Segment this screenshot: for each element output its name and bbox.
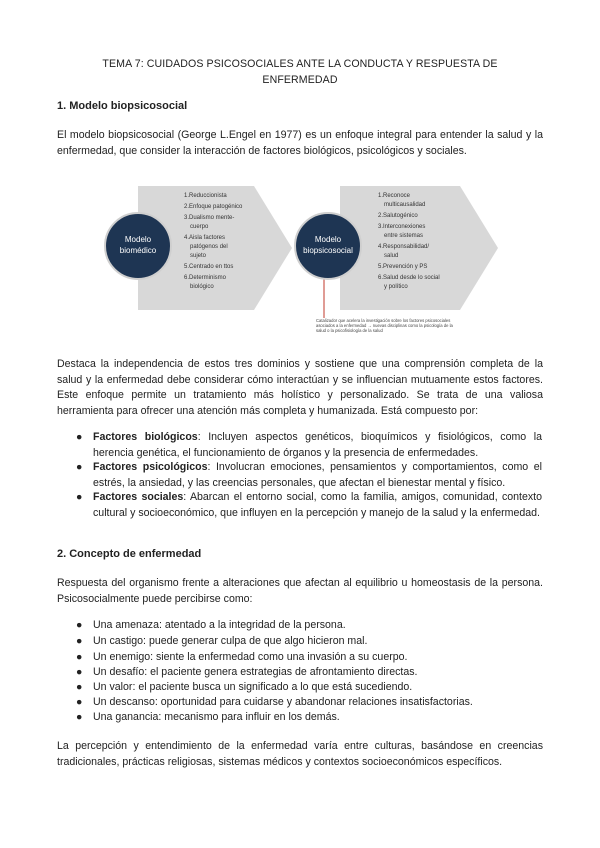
bullet-icon: ●	[76, 619, 83, 631]
factor-item-biological	[76, 430, 542, 461]
factor-item-psychological	[76, 460, 542, 491]
factor-term: Factores biológicos	[93, 431, 198, 443]
section2-heading: 2. Concepto de enfermedad	[57, 548, 202, 560]
factor-term: Factores sociales	[93, 491, 184, 503]
bullet-icon: ●	[76, 711, 83, 723]
bullet-icon: ●	[76, 666, 83, 678]
biopsychosocial-item: entre sistemas	[384, 233, 424, 239]
caption-line: asociados a la enfermedad → nuevas disciplinas como la psicología de la	[316, 323, 453, 328]
biomedical-item: 4.Aisla factores	[184, 235, 226, 241]
biomedical-label-2: biomédico	[119, 246, 157, 255]
perception-item: ● Un desafío: el paciente genera estrategias de afrontamiento directas.	[76, 666, 418, 678]
section2-intro: Respuesta del organismo frente a alteraciones que afectan al equilibrio u homeostasis de la persona. Psicosocialmente puede percibirse como:	[57, 577, 543, 605]
diagram-caption-tail	[316, 327, 516, 335]
perception-item: ● Una ganancia: mecanismo para influir en los demás.	[76, 711, 340, 723]
perception-item: ● Un castigo: puede generar culpa de que algo hicieron mal.	[76, 635, 368, 647]
biomedical-item: patógenos del	[190, 244, 228, 250]
biopsychosocial-label-2: biopsicosocial	[303, 246, 353, 255]
bullet-icon: ●	[76, 681, 83, 693]
biomedical-item: cuerpo	[190, 224, 209, 230]
perception-item: ● Una amenaza: atentado a la integridad de la persona.	[76, 619, 346, 631]
model-comparison-diagram	[94, 180, 506, 328]
biomedical-item: 3.Dualismo mente-	[184, 215, 235, 221]
biomedical-item: biológico	[190, 284, 214, 290]
biomedical-item: 5.Centrado en ttos	[184, 264, 234, 270]
factor-text: : Abarcan el entorno social, como la familia, amigos, comunidad, contexto cultural y socioeconómico, que influyen en la percepción y manejo de la salud y la enfermedad.	[93, 491, 543, 519]
biomedical-label-1: Modelo	[124, 235, 152, 244]
caption-line: salud o la psicofisiología de la salud	[316, 328, 383, 333]
biomedical-item: 2.Enfoque patogénico	[184, 204, 243, 210]
biopsychosocial-item: 1.Reconoce	[378, 193, 411, 199]
biopsychosocial-item: multicausalidad	[384, 202, 426, 208]
factor-text: : Involucran emociones, pensamientos y comportamientos, como el estrés, la ansiedad, y las creencias personales, que afectan el bienestar mental y físico.	[93, 461, 543, 489]
biomedical-item: 6.Determinismo	[184, 275, 227, 281]
perception-item: ● Un enemigo: siente la enfermedad como una invasión a su cuerpo.	[76, 651, 408, 663]
biopsychosocial-item: y político	[384, 284, 408, 290]
bullet-icon: ●	[76, 491, 83, 503]
biopsychosocial-label-1: Modelo	[314, 235, 342, 244]
biopsychosocial-item: 4.Responsabilidad/	[378, 244, 430, 250]
section1-heading: 1. Modelo biopsicosocial	[57, 100, 188, 112]
bullet-icon: ●	[76, 635, 83, 647]
biopsychosocial-item: salud	[384, 253, 399, 259]
factor-item-social	[76, 490, 542, 521]
page-title: TEMA 7: CUIDADOS PSICOSOCIALES ANTE LA CONDUCTA Y RESPUESTA DE ENFERMEDAD	[102, 58, 498, 86]
factor-term: Factores psicológicos	[93, 461, 208, 473]
biopsychosocial-item: 2.Salutogénico	[378, 213, 418, 219]
biomedical-item: 1.Reduccionista	[184, 193, 227, 199]
biopsychosocial-item: 3.Interconexiones	[378, 224, 426, 230]
caption-line: Catalizador que acelera la investigación sobre los factores psicosociales	[316, 318, 451, 323]
bullet-icon: ●	[76, 696, 83, 708]
section2-closing: La percepción y entendimiento de la enfermedad varía entre culturas, basándose en creencias tradicionales, prácticas religiosas, sistemas médicos y contextos socioeconómicos específicos.	[57, 740, 543, 768]
bullet-icon: ●	[76, 461, 83, 473]
perception-item: ● Un descanso: oportunidad para cuidarse y abandonar relaciones insatisfactorias.	[76, 696, 473, 708]
biopsychosocial-item: 5.Prevención y PS	[378, 264, 428, 270]
section1-intro: El modelo biopsicosocial (George L.Engel en 1977) es un enfoque integral para entender la salud y la enfermedad, que consider la interacción de factores biológicos, psicológicos y sociales.	[57, 129, 543, 157]
biomedical-item: sujeto	[190, 253, 207, 259]
perception-item: ● Un valor: el paciente busca un significado a lo que está sucediendo.	[76, 681, 413, 693]
bullet-icon: ●	[76, 431, 83, 443]
bullet-icon: ●	[76, 651, 83, 663]
factor-text: : Incluyen aspectos genéticos, bioquímicos y fisiológicos, como la herencia genética, el funcionamiento de órganos y la presencia de enfermedades.	[93, 431, 543, 459]
biopsychosocial-item: 6.Salud desde lo social	[378, 275, 440, 281]
section1-body: Destaca la independencia de estos tres dominios y sostiene que una comprensión completa de la salud y la enfermedad debe considerar cómo interactúan y se influencian mutuamente estos factores. Este enfoque permite un tratamiento más holístico y personalizado. Se trata de una valiosa herramienta para ofrecer una atención más completa y humanizada. Está compuesto por:	[57, 358, 543, 417]
